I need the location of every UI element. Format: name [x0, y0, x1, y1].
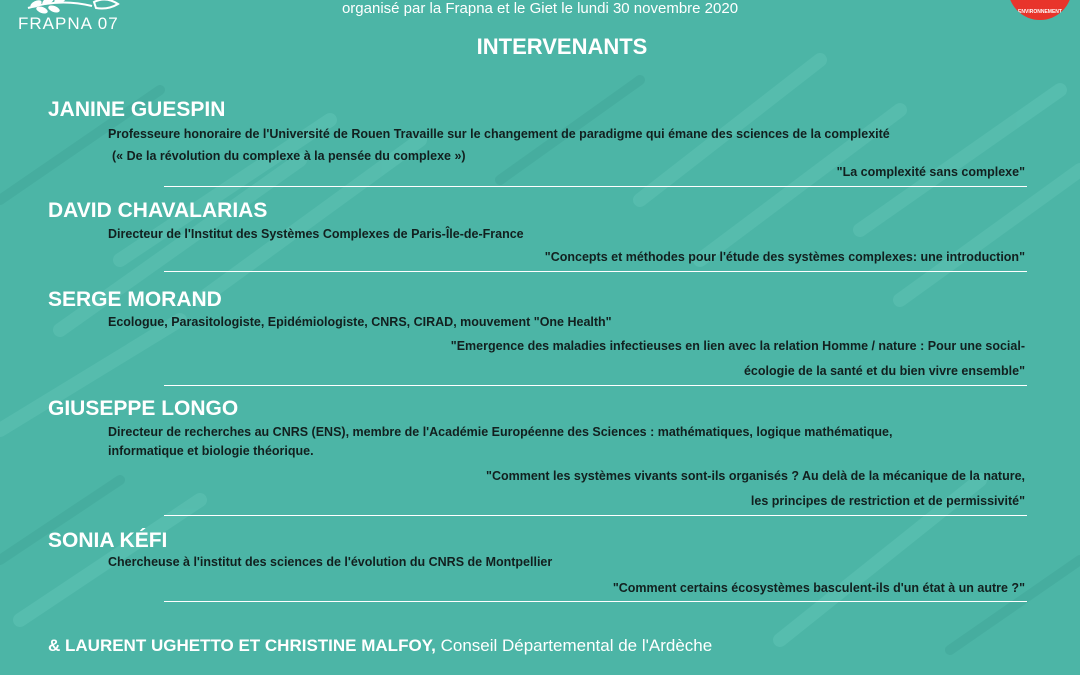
speaker-description: Professeure honoraire de l'Université de Rouen Travaille sur le changement de paradigme qui émane des sciences de la complexité: [108, 127, 890, 141]
speaker-description: Directeur de recherches au CNRS (ENS), membre de l'Académie Européenne des Sciences : mathématiques, logique mathématique,: [108, 425, 893, 439]
speaker-name: SONIA KÉFI: [48, 529, 168, 552]
talk-title: "Concepts et méthodes pour l'étude des systèmes complexes: une introduction": [544, 250, 1025, 264]
talk-title: les principes de restriction et de permissivité": [750, 494, 1025, 508]
talk-title: "Comment les systèmes vivants sont-ils organisés ? Au delà de la mécanique de la nature,: [486, 469, 1025, 483]
speaker-description: (« De la révolution du complexe à la pensée du complexe »): [112, 149, 466, 163]
speaker-name: JANINE GUESPIN: [48, 98, 226, 121]
speaker-description: informatique et biologie théorique.: [108, 444, 314, 458]
footer-credits: [48, 636, 712, 656]
footer-organization: Conseil Départemental de l'Ardèche: [435, 636, 713, 655]
footer-names: & LAURENT UGHETTO ET CHRISTINE MALFOY,: [48, 636, 436, 655]
speaker-description: Chercheuse à l'institut des sciences de l'évolution du CNRS de Montpellier: [108, 555, 553, 569]
talk-title: écologie de la santé et du bien vivre ensemble": [743, 364, 1025, 378]
speaker-name: DAVID CHAVALARIAS: [48, 199, 268, 222]
divider: [164, 271, 1027, 272]
logo-text: FRAPNA 07: [18, 14, 119, 33]
talk-title: "La complexité sans complexe": [836, 165, 1025, 179]
talk-title: "Comment certains écosystèmes basculent-ils d'un état à un autre ?": [612, 581, 1025, 595]
badge-text: ENVIRONNEMENT: [1018, 9, 1062, 15]
speaker-name: SERGE MORAND: [48, 288, 222, 311]
event-subtitle: organisé par la Frapna et le Giet le lundi 30 novembre 2020: [341, 0, 739, 17]
divider: [164, 601, 1027, 602]
divider: [164, 186, 1027, 187]
divider: [164, 515, 1027, 516]
speaker-description: Directeur de l'Institut des Systèmes Complexes de Paris-Île-de-France: [108, 227, 524, 241]
speaker-description: Ecologue, Parasitologiste, Epidémiologiste, CNRS, CIRAD, mouvement "One Health": [108, 315, 612, 329]
talk-title: "Emergence des maladies infectieuses en lien avec la relation Homme / nature : Pour une social-: [450, 339, 1025, 353]
section-title: INTERVENANTS: [476, 34, 648, 59]
divider: [164, 385, 1027, 386]
speaker-name: GIUSEPPE LONGO: [48, 397, 239, 420]
